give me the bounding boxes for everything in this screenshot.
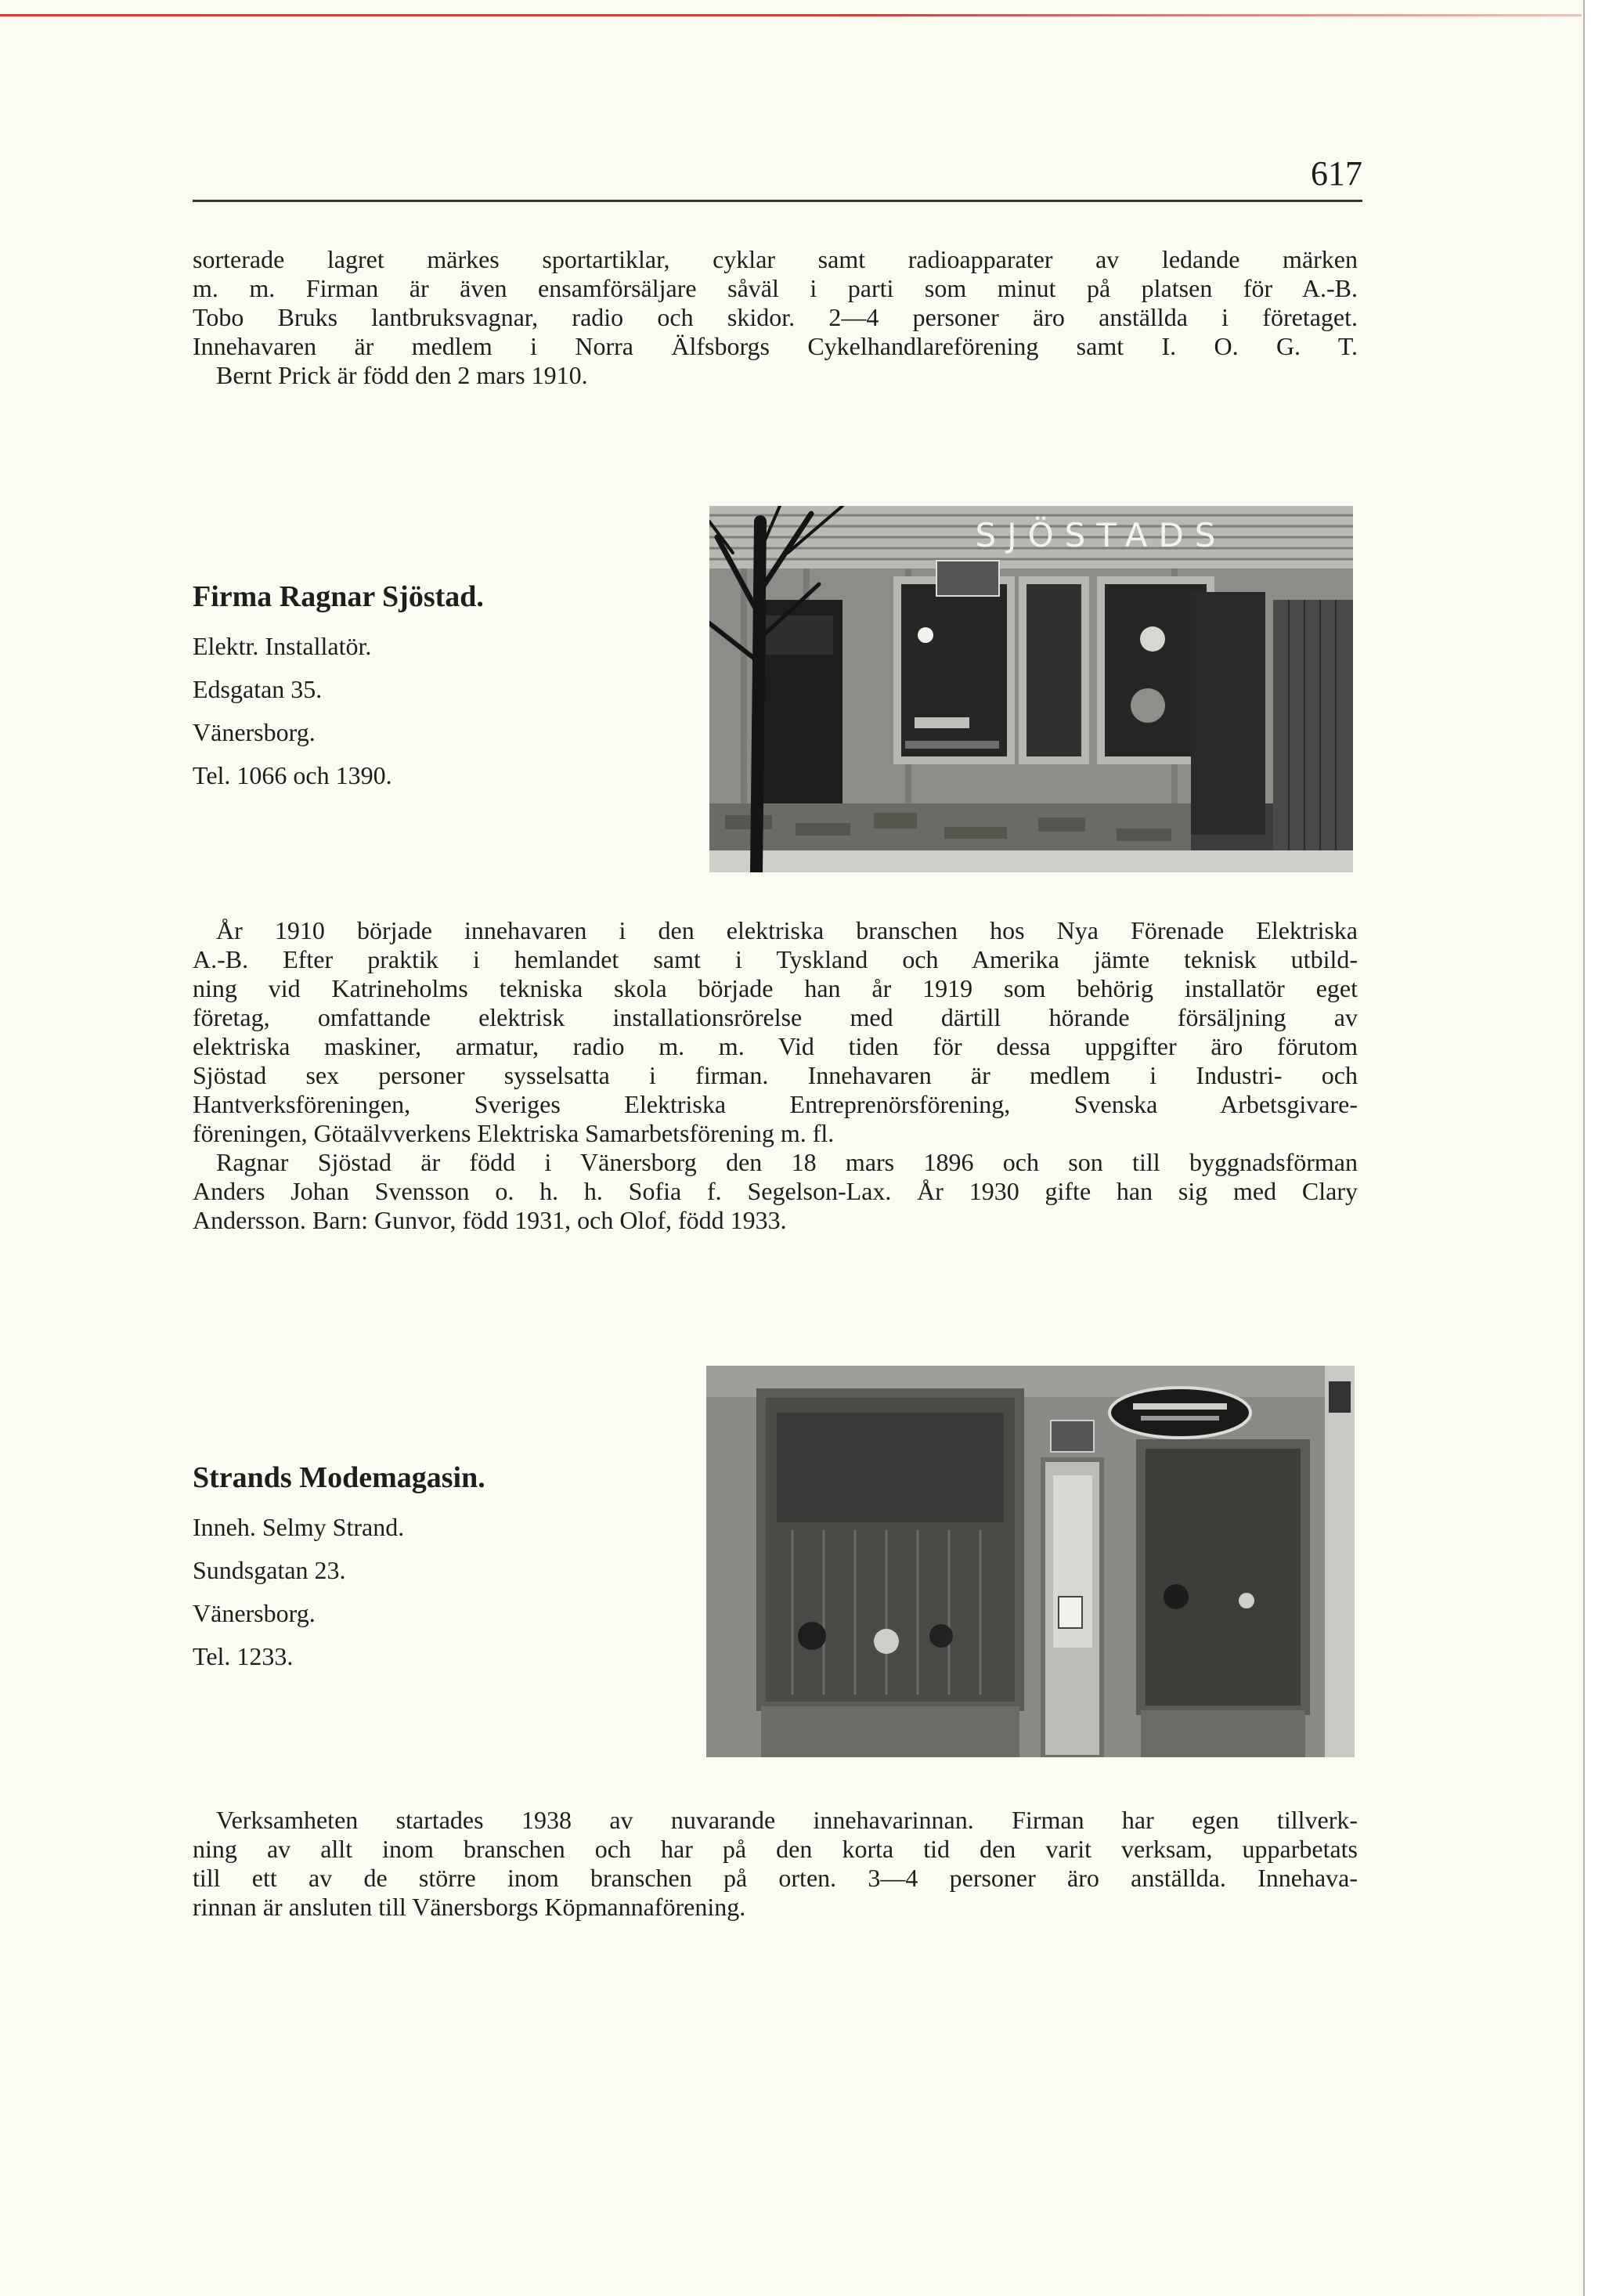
paragraph-line: Anders Johan Svensson o. h. h. Sofia f. Segelson-Lax. År 1930 gifte han sig med Clary — [193, 1177, 1358, 1205]
intro-line: Tobo Bruks lantbruksvagnar, radio och skidor. 2—4 personer äro anställda i företaget. — [193, 303, 1358, 331]
entry-sjostad-paragraph — [193, 916, 1358, 1235]
storefront-photo-strands-image — [706, 1366, 1355, 1757]
entry-detail-line: Vänersborg. — [193, 1599, 316, 1627]
paragraph-line: Sjöstad sex personer sysselsatta i firman. Innehavaren är medlem i Industri- och — [193, 1061, 1358, 1089]
paragraph-line: A.-B. Efter praktik i hemlandet samt i Tyskland och Amerika jämte teknisk utbild- — [193, 945, 1358, 973]
entry-detail-line: Sundsgatan 23. — [193, 1556, 346, 1584]
photo-sign-text: SJÖSTADS — [975, 516, 1227, 554]
entry-detail-line: Edsgatan 35. — [193, 675, 323, 703]
page-edge — [1583, 0, 1602, 2296]
paragraph-line: företag, omfattande elektrisk installationsrörelse med därtill hörande försäljning av — [193, 1003, 1358, 1031]
intro-line: sorterade lagret märkes sportartiklar, cyklar samt radioapparater av ledande märken — [193, 245, 1358, 273]
entry-detail-line: Tel. 1233. — [193, 1642, 294, 1670]
paragraph-line: År 1910 började innehavaren i den elektriska branschen hos Nya Förenade Elektriska — [216, 916, 1358, 944]
paragraph-line: Ragnar Sjöstad är född i Vänersborg den 18 mars 1896 och son till byggnadsförman — [216, 1148, 1358, 1176]
entry-title: Strands Modemagasin. — [193, 1461, 485, 1494]
entry-strands-paragraph — [193, 1806, 1358, 1922]
paragraph-line: Verksamheten startades 1938 av nuvarande innehavarinnan. Firman har egen tillverk- — [216, 1806, 1358, 1834]
entry-strands-info — [193, 1460, 485, 1678]
intro-line: Innehavaren är medlem i Norra Älfsborgs Cykelhandlareförening samt I. O. G. T. — [193, 332, 1358, 360]
paragraph-line: elektriska maskiner, armatur, radio m. m. Vid tiden för dessa uppgifter äro förutom — [193, 1032, 1358, 1060]
entry-detail-line: Vänersborg. — [193, 718, 316, 746]
paragraph-line: rinnan är ansluten till Vänersborgs Köpmannaförening. — [193, 1893, 746, 1921]
paragraph-line: Andersson. Barn: Gunvor, född 1931, och Olof, född 1933. — [193, 1206, 787, 1234]
storefront-photo-strands — [706, 1366, 1355, 1757]
intro-line: m. m. Firman är även ensamförsäljare såväl i parti som minut på platsen för A.-B. — [193, 274, 1358, 302]
entry-detail-line: Inneh. Selmy Strand. — [193, 1513, 405, 1541]
intro-line: Bernt Prick är född den 2 mars 1910. — [216, 361, 588, 389]
header-rule — [193, 200, 1362, 202]
paragraph-line: ning av allt inom branschen och har på den korta tid den varit verksam, upparbetats — [193, 1835, 1358, 1863]
storefront-photo-sjostad — [709, 506, 1353, 872]
page-number: 617 — [1311, 154, 1362, 193]
intro-paragraph — [193, 245, 1358, 390]
paragraph-line: ning vid Katrineholms tekniska skola började han år 1919 som behörig installatör eget — [193, 974, 1358, 1002]
paragraph-line: föreningen, Götaälvverkens Elektriska Samarbetsförening m. fl. — [193, 1119, 835, 1147]
entry-sjostad-info — [193, 579, 484, 797]
paragraph-line: till ett av de större inom branschen på orten. 3—4 personer äro anställda. Innehava- — [193, 1864, 1358, 1892]
paragraph-line: Hantverksföreningen, Sveriges Elektriska Entreprenörsförening, Svenska Arbetsgivare- — [193, 1090, 1358, 1118]
storefront-photo-sjostad-image — [709, 506, 1353, 872]
entry-detail-line: Elektr. Installatör. — [193, 632, 372, 660]
entry-detail-line: Tel. 1066 och 1390. — [193, 761, 392, 789]
top-edge-rule — [0, 14, 1582, 16]
entry-title: Firma Ragnar Sjöstad. — [193, 580, 484, 613]
